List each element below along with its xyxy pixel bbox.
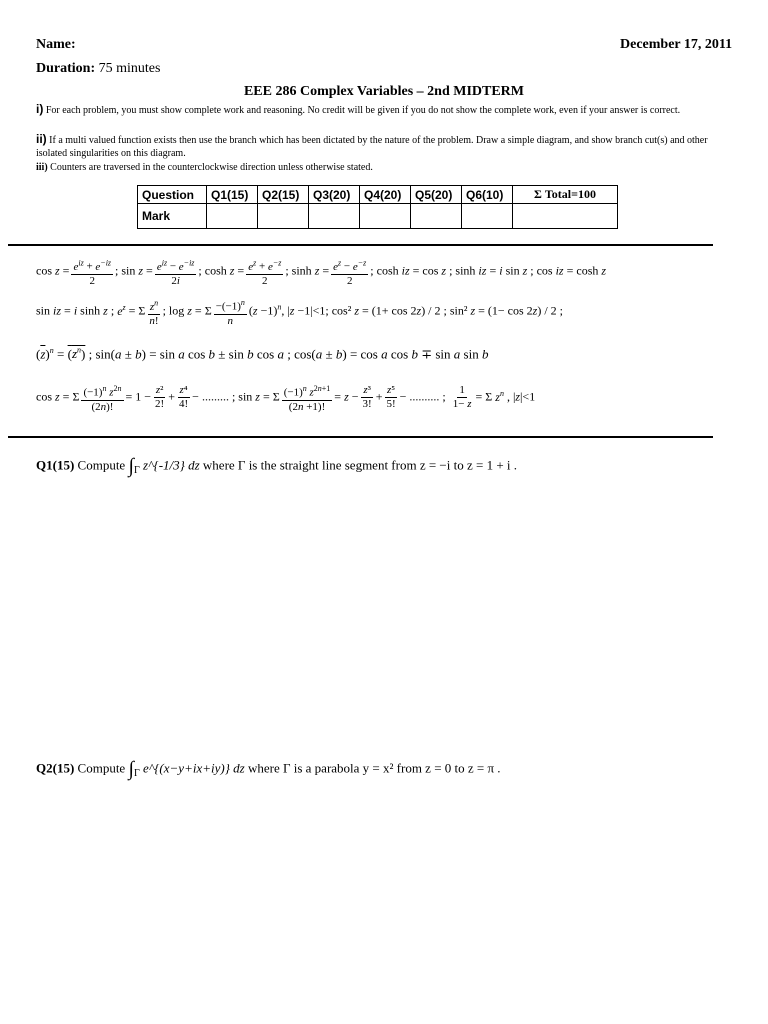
instruction-1 — [36, 103, 736, 117]
mark-cell-total[interactable] — [513, 204, 618, 229]
question-lead: Compute — [77, 457, 126, 473]
duration-value: 75 minutes — [98, 61, 161, 76]
instruction-marker: iii) — [36, 162, 48, 173]
table-cell: Q4(20) — [360, 186, 411, 204]
mark-cell-q6[interactable] — [462, 204, 513, 229]
instruction-marker: ii) — [36, 132, 47, 146]
duration-label: Duration: — [36, 61, 96, 76]
instruction-text: If a multi valued function exists then use the branch which has been dictated by the nature of the problem. Draw a simple diagram, and show branch cut(s) and other isolated singularities on this diagram. — [36, 135, 708, 159]
table-cell: Question — [138, 186, 207, 204]
question-integrand: e^{(x−y+ix+iy)} dz — [142, 760, 245, 776]
question-label: Q1(15) — [36, 457, 75, 473]
duration — [36, 61, 160, 77]
table-cell: Q2(15) — [258, 186, 309, 204]
score-table-mark-row — [138, 204, 618, 229]
question-text: where Γ is a parabola y = x² from z = 0 to z = π . — [247, 760, 501, 776]
formula-line-3: $(\overline{z})^n = (z^n)$ ; sin(a ± b) = sin a cos b ± sin b cos a ; cos(a ± b) = cos a cos b ∓ sin a sin b — [36, 346, 489, 362]
integral-sign: ∫ — [128, 455, 134, 477]
instruction-text: For each problem, you must show complete work and reasoning. No credit will be given if you do not show the complete work, even if your answer is correct. — [45, 105, 681, 116]
exam-date: December 17, 2011 — [620, 37, 733, 52]
table-cell: Q5(20) — [411, 186, 462, 204]
formula-line-2: sin iz = i sinh z ; $e^z = \Sigma$ $\frac{z^n}{n!}$ ; log z = Σ $\frac{-(-1)^n}{n}$ $(z -1)^n$, |z −1|<1; cos² z = (1+ cos 2z) / 2 ; sin² z = (1− cos 2z) / 2 ; — [36, 298, 563, 327]
table-cell: Σ Total=100 — [513, 186, 618, 204]
formula-line-4: cos z = Σ $\frac{(-1)^n z^{2n}}{(2n)!}$ = 1 − $\frac{\text{z²}}{2!}$ + $\frac{\text{z⁴}}{4!}$ − ......... ; sin z = Σ $\frac{(-1)^n z^{2n+1}}{(2n +1)!}$ = z − $\frac{\text{z³}}{3!}$ + $\frac{\text{z⁵}}{5!}$ − .......... ; $\frac{1}{1- z}$ = Σ $z^n$ , |z|<1 — [36, 384, 536, 413]
mark-cell-q2[interactable] — [258, 204, 309, 229]
instruction-text: Counters are traversed in the counterclockwise direction unless otherwise stated. — [50, 162, 373, 173]
table-cell: Q3(20) — [309, 186, 360, 204]
question-integrand: z^{-1/3} dz — [142, 457, 200, 473]
score-table — [137, 185, 618, 229]
divider-bottom — [8, 436, 713, 438]
mark-cell-q5[interactable] — [411, 204, 462, 229]
table-cell: Q1(15) — [207, 186, 258, 204]
mark-cell-q4[interactable] — [360, 204, 411, 229]
instruction-2 — [36, 133, 736, 160]
exam-title: EEE 286 Complex Variables – 2nd MIDTERM — [243, 84, 525, 99]
divider-top — [8, 244, 713, 246]
table-cell: Mark — [138, 204, 207, 229]
question-text: where Γ is the straight line segment from z = −i to z = 1 + i . — [202, 457, 518, 473]
mark-cell-q1[interactable] — [207, 204, 258, 229]
name-label: Name: — [36, 37, 76, 52]
table-cell: Q6(10) — [462, 186, 513, 204]
score-table-header-row — [138, 186, 618, 204]
question-label: Q2(15) — [36, 760, 75, 776]
formula-line-1: cos z = $\frac{e^{iz} + e^{-iz}}{2}$ ; sin z = $\frac{e^{iz} - e^{-iz}}{2i}$ ; cosh z = $\frac{e^z + e^{-z}}{2}$ ; sinh z = $\frac{e^z - e^{-z}}{2}$ ; cosh iz = cos z ; sinh iz = i sin z ; cos iz = cosh z — [36, 258, 607, 287]
question-lead: Compute — [77, 760, 126, 776]
question-2: Q2(15) Compute $\int_\Gamma$ e^{(x−y+ix+iy)} dz where Γ is a parabola y = x² from z = 0 to z = π . — [36, 758, 501, 780]
answer-space-q1[interactable] — [30, 490, 730, 740]
answer-space-q2[interactable] — [30, 795, 730, 1015]
instruction-marker: i) — [36, 102, 44, 116]
mark-cell-q3[interactable] — [309, 204, 360, 229]
instruction-3 — [36, 161, 736, 174]
question-1: Q1(15) Compute $\int_\Gamma$ z^{-1/3} dz where Γ is the straight line segment from z = −i to z = 1 + i . — [36, 455, 518, 477]
integral-sign: ∫ — [128, 758, 134, 780]
